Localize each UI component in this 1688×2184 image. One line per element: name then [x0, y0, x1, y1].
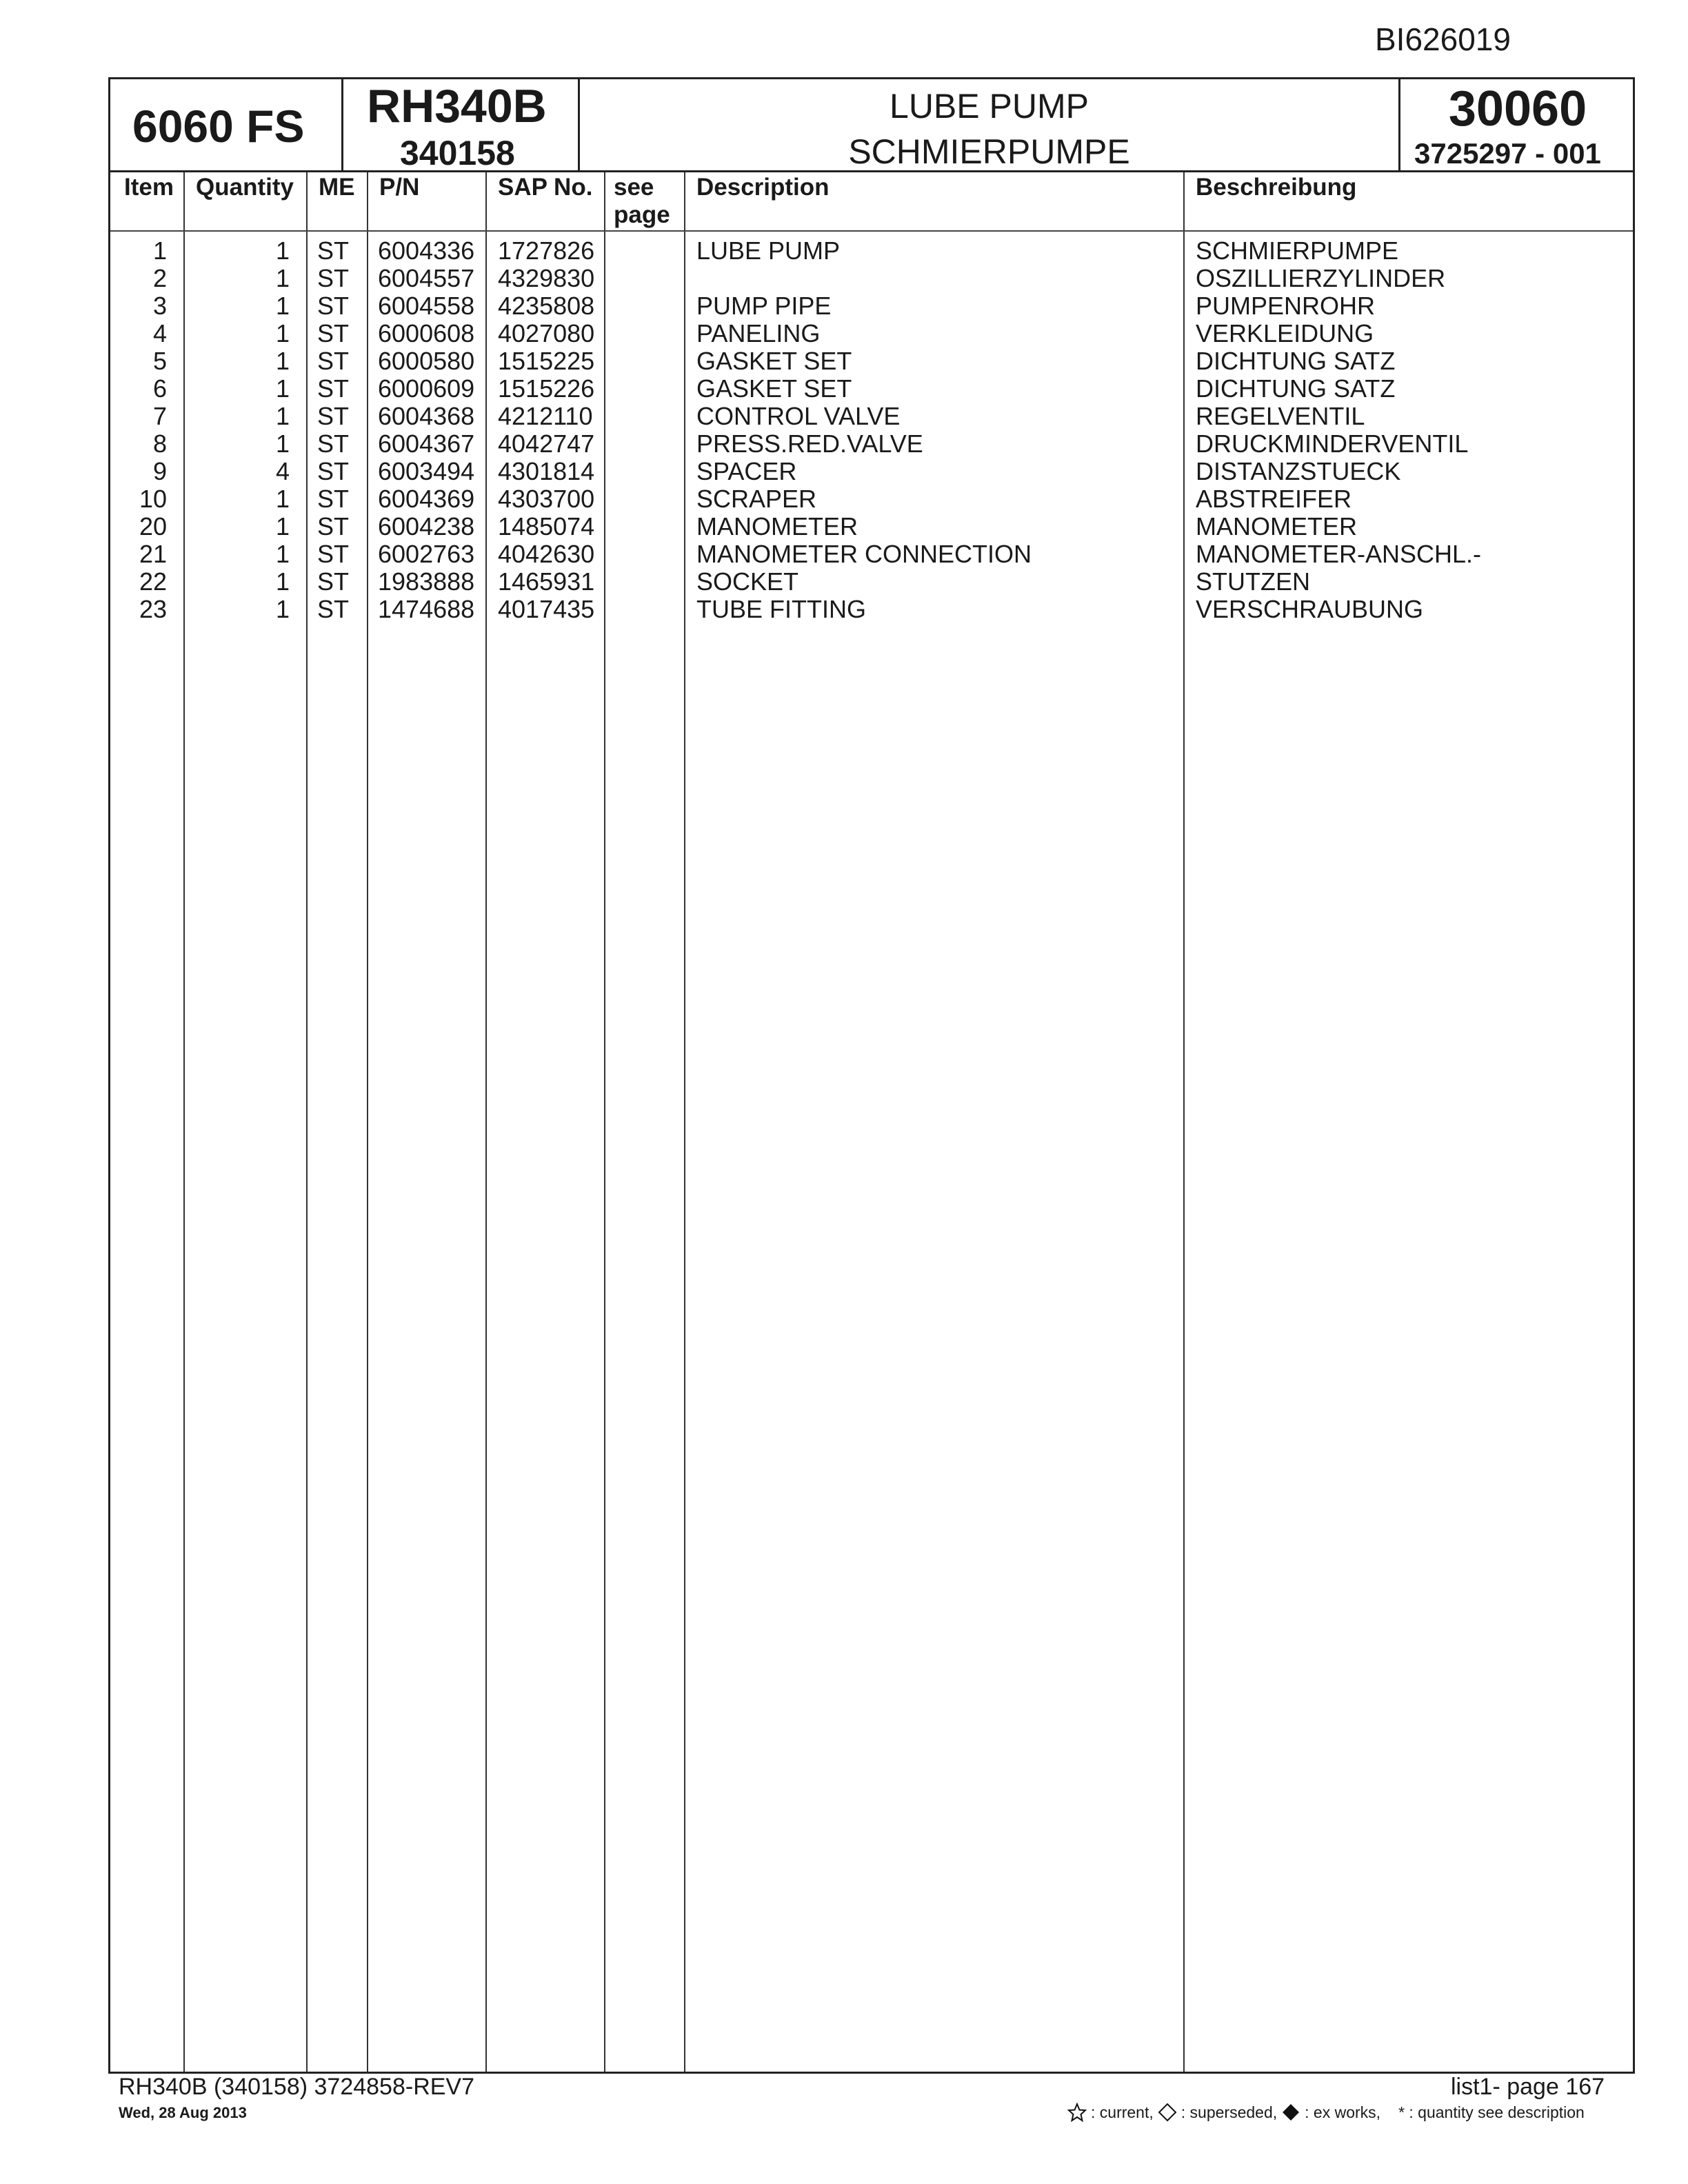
cell-me: ST — [317, 485, 350, 513]
cell-sap-number: 4017435 — [498, 595, 595, 623]
table-row — [110, 375, 1633, 403]
column-header-item: Item — [124, 174, 174, 201]
cell-item: 2 — [152, 264, 167, 292]
page-title: LUBE PUMP — [890, 87, 1089, 125]
cell-me: ST — [317, 512, 350, 540]
cell-item: 1 — [152, 236, 167, 265]
cell-quantity: 1 — [275, 429, 290, 458]
series-cell — [343, 79, 580, 170]
cell-beschreibung: VERSCHRAUBUNG — [1196, 595, 1424, 623]
table-row — [110, 485, 1633, 513]
cell-beschreibung: OSZILLIERZYLINDER — [1196, 264, 1446, 292]
cell-sap-number: 1727826 — [498, 236, 595, 265]
footer-legend — [1067, 2103, 1585, 2122]
table-row — [110, 292, 1633, 320]
table-row — [110, 540, 1633, 568]
cell-item: 22 — [139, 567, 167, 596]
page-header — [108, 77, 1635, 172]
cell-me: ST — [317, 292, 350, 320]
cell-description: CONTROL VALVE — [696, 402, 901, 430]
cell-me: ST — [317, 347, 350, 375]
cell-part-number: 6002763 — [378, 540, 475, 568]
cell-item: 7 — [152, 402, 167, 430]
cell-item: 21 — [139, 540, 167, 568]
cell-beschreibung: DICHTUNG SATZ — [1196, 374, 1396, 403]
cell-part-number: 6004369 — [378, 485, 475, 513]
cell-me: ST — [317, 429, 350, 458]
cell-part-number: 6004558 — [378, 292, 475, 320]
cell-part-number: 6004238 — [378, 512, 475, 540]
cell-description: PUMP PIPE — [696, 292, 832, 320]
cell-beschreibung: DRUCKMINDERVENTIL — [1196, 429, 1469, 458]
footer-document-ref: RH340B (340158) 3724858-REV7 — [119, 2074, 475, 2100]
cell-item: 9 — [152, 457, 167, 485]
column-header-me: ME — [319, 174, 355, 201]
cell-item: 3 — [152, 292, 167, 320]
cell-quantity: 1 — [275, 485, 290, 513]
cell-quantity: 1 — [275, 512, 290, 540]
cell-beschreibung: VERKLEIDUNG — [1196, 319, 1374, 347]
cell-beschreibung: MANOMETER-ANSCHL.- — [1196, 540, 1482, 568]
cell-beschreibung: DICHTUNG SATZ — [1196, 347, 1396, 375]
header-rule — [110, 230, 1633, 232]
cell-sap-number: 4235808 — [498, 292, 595, 320]
cell-part-number: 1474688 — [378, 595, 475, 623]
cell-part-number: 6000609 — [378, 374, 475, 403]
cell-me: ST — [317, 457, 350, 485]
legend-quantity-note: * : quantity see description — [1398, 2103, 1585, 2121]
column-header-see-page: see page — [614, 174, 670, 228]
cell-quantity: 1 — [275, 374, 290, 403]
footer-page-number: list1- page 167 — [1451, 2074, 1605, 2100]
cell-quantity: 1 — [275, 347, 290, 375]
table-row — [110, 265, 1633, 292]
star-outline-icon — [1067, 2103, 1087, 2122]
cell-quantity: 1 — [275, 292, 290, 320]
cell-beschreibung: STUTZEN — [1196, 567, 1310, 596]
table-row — [110, 458, 1633, 485]
cell-item: 8 — [152, 429, 167, 458]
group-number: 30060 — [1448, 81, 1587, 136]
cell-description: SOCKET — [696, 567, 799, 596]
cell-quantity: 1 — [275, 540, 290, 568]
page-title-german: SCHMIERPUMPE — [848, 132, 1130, 171]
cell-sap-number: 4329830 — [498, 264, 595, 292]
cell-me: ST — [317, 567, 350, 596]
cell-sap-number: 1515226 — [498, 374, 595, 403]
cell-me: ST — [317, 374, 350, 403]
group-reference: 3725297 - 001 — [1414, 137, 1601, 170]
cell-quantity: 1 — [275, 319, 290, 347]
cell-beschreibung: DISTANZSTUECK — [1196, 457, 1401, 485]
cell-me: ST — [317, 319, 350, 347]
title-cell — [580, 79, 1400, 170]
cell-sap-number: 4042630 — [498, 540, 595, 568]
group-cell — [1400, 79, 1635, 170]
cell-part-number: 6004557 — [378, 264, 475, 292]
legend-superseded: : superseded, — [1180, 2103, 1278, 2121]
cell-description: PANELING — [696, 319, 821, 347]
cell-beschreibung: MANOMETER — [1196, 512, 1357, 540]
table-row — [110, 568, 1633, 596]
cell-item: 6 — [152, 374, 167, 403]
document-id: BI626019 — [1375, 21, 1511, 57]
cell-description: MANOMETER CONNECTION — [696, 540, 1032, 568]
cell-item: 10 — [139, 485, 167, 513]
cell-item: 5 — [152, 347, 167, 375]
cell-me: ST — [317, 236, 350, 265]
cell-quantity: 1 — [275, 595, 290, 623]
legend-ex-works: : ex works, — [1305, 2103, 1381, 2121]
table-row — [110, 430, 1633, 458]
cell-beschreibung: REGELVENTIL — [1196, 402, 1365, 430]
cell-item: 20 — [139, 512, 167, 540]
model-cell — [110, 79, 343, 170]
column-header-sap: SAP No. — [498, 174, 593, 201]
cell-sap-number: 4303700 — [498, 485, 595, 513]
cell-me: ST — [317, 264, 350, 292]
parts-table — [108, 172, 1635, 2074]
cell-description: SPACER — [696, 457, 797, 485]
column-header-quantity: Quantity — [196, 174, 294, 201]
cell-beschreibung: PUMPENROHR — [1196, 292, 1376, 320]
cell-sap-number: 4301814 — [498, 457, 595, 485]
cell-me: ST — [317, 595, 350, 623]
cell-description: GASKET SET — [696, 347, 852, 375]
cell-item: 4 — [152, 319, 167, 347]
table-row — [110, 320, 1633, 347]
cell-beschreibung: ABSTREIFER — [1196, 485, 1352, 513]
cell-description: SCRAPER — [696, 485, 817, 513]
cell-item: 23 — [139, 595, 167, 623]
cell-quantity: 1 — [275, 567, 290, 596]
legend-current: : current, — [1091, 2103, 1154, 2121]
cell-description: LUBE PUMP — [696, 236, 841, 265]
cell-part-number: 6000608 — [378, 319, 475, 347]
cell-me: ST — [317, 402, 350, 430]
footer-date: Wed, 28 Aug 2013 — [119, 2104, 247, 2121]
cell-description: GASKET SET — [696, 374, 852, 403]
cell-quantity: 1 — [275, 402, 290, 430]
cell-description: TUBE FITTING — [696, 595, 866, 623]
column-header-beschreibung: Beschreibung — [1196, 174, 1357, 201]
cell-part-number: 6004368 — [378, 402, 475, 430]
table-row — [110, 403, 1633, 430]
diamond-outline-icon — [1158, 2103, 1177, 2122]
column-header-pn: P/N — [379, 174, 420, 201]
cell-sap-number: 4042747 — [498, 429, 595, 458]
table-row — [110, 513, 1633, 540]
cell-quantity: 4 — [275, 457, 290, 485]
cell-part-number: 6000580 — [378, 347, 475, 375]
cell-me: ST — [317, 540, 350, 568]
model-label: 6060 FS — [132, 101, 305, 152]
cell-sap-number: 1485074 — [498, 512, 595, 540]
cell-part-number: 6003494 — [378, 457, 475, 485]
table-row — [110, 347, 1633, 375]
cell-quantity: 1 — [275, 236, 290, 265]
cell-sap-number: 4212110 — [498, 402, 593, 430]
cell-quantity: 1 — [275, 264, 290, 292]
cell-sap-number: 4027080 — [498, 319, 595, 347]
table-row — [110, 237, 1633, 265]
cell-part-number: 6004367 — [378, 429, 475, 458]
table-row — [110, 596, 1633, 623]
cell-description: MANOMETER — [696, 512, 858, 540]
column-header-description: Description — [696, 174, 830, 201]
cell-sap-number: 1465931 — [498, 567, 595, 596]
cell-beschreibung: SCHMIERPUMPE — [1196, 236, 1399, 265]
serial-label: 340158 — [400, 134, 515, 172]
cell-sap-number: 1515225 — [498, 347, 595, 375]
cell-description: PRESS.RED.VALVE — [696, 429, 923, 458]
series-label: RH340B — [367, 80, 547, 132]
diamond-filled-icon — [1281, 2103, 1300, 2122]
cell-part-number: 6004336 — [378, 236, 475, 265]
cell-part-number: 1983888 — [378, 567, 475, 596]
